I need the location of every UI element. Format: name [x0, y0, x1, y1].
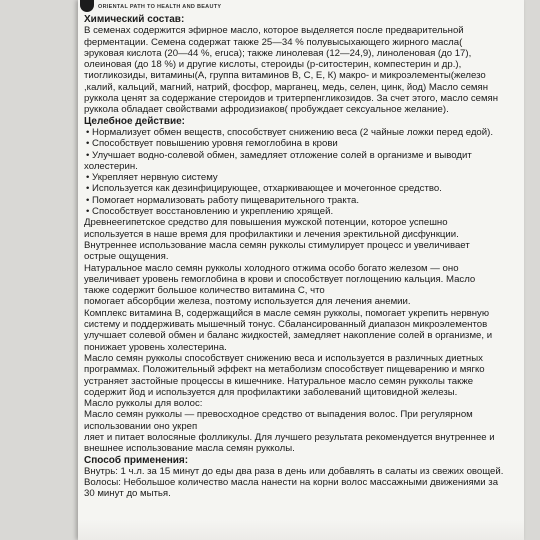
body-line: используется в наше время для профилактики и лечения эректильной дисфункции.: [84, 228, 459, 240]
usage-line: Внутрь: 1 ч.л. за 15 минут до еды два раза в день или добавлять в салаты из свежих овощей.: [84, 465, 504, 477]
body-line: программах. Положительный эффект на метаболизм способствует пищеварению и мягко: [84, 364, 485, 376]
hair-subheading: Масло рукколы для волос:: [84, 398, 203, 410]
composition-line: ферментации. Семена содержат также 25—34 % полувысыхающего жирного масла(: [84, 36, 463, 48]
effect-list-item: • Используется как дезинфицирующее, отхаркивающее и мочегонное средство.: [84, 183, 516, 194]
effect-list-item: • Способствует повышению уровня гемоглобина в крови: [84, 138, 516, 149]
body-line: помогает абсорбции железа, поэтому используется для лечения анемии.: [84, 296, 411, 308]
composition-line: тиогликозиды, витамины(А, группа витаминов В, С, Е, К) макро- и микроэлементы(железо: [84, 70, 486, 82]
effect-list-item-continuation: холестерин.: [84, 160, 138, 172]
body-line: устраняет застойные процессы в кишечнике. Натуральное масло семян рукколы также: [84, 375, 474, 387]
body-line: содержит йод и используется для профилактики заболеваний щитовидной железы.: [84, 386, 458, 398]
body-line: ляет и питает волосяные фолликулы. Для лучшего результата рекомендуется внутреннее и: [84, 431, 495, 443]
body-line: систему и поддерживать мышечный тонус. Сбалансированный диапазон микроэлементов: [84, 319, 488, 331]
composition-line: эруковая кислота (20—44 %, eruca); также линолевая (12—24,9), линоленовая (до 17),: [84, 47, 472, 59]
effect-list-item: • Укрепляет нервную систему: [84, 172, 516, 183]
body-line: острые ощущения.: [84, 251, 169, 263]
body-line: понижает уровень холестерина.: [84, 341, 227, 353]
effects-heading: Целебное действие:: [84, 115, 186, 127]
brand-logo-icon: [80, 0, 94, 12]
effect-list-item: • Улучшает водно-солевой обмен, замедляет отложение солей в организме и выводит: [84, 150, 516, 161]
document-content: [84, 14, 516, 500]
body-line: увеличивает уровень гемоглобина в крови и способствует поглощению кальция. Масло: [84, 273, 476, 285]
composition-heading: Химический состав:: [84, 14, 185, 25]
page-bottom-edge: [78, 520, 524, 540]
brand-tagline: ORIENTAL PATH TO HEALTH AND BEAUTY: [98, 4, 222, 10]
effect-list-item: • Помогает нормализовать работу пищеварительного тракта.: [84, 195, 516, 206]
body-line: Древнеегипетское средство для повышения мужской потенции, которое успешно: [84, 217, 448, 229]
body-line: также содержит большое количество витамина С, что: [84, 285, 325, 297]
effect-list-item: • Способствует восстановлению и укреплению хрящей.: [84, 206, 516, 217]
body-line: Внутреннее использование масла семян рукколы стимулирует процесс и увеличивает: [84, 239, 470, 251]
usage-heading: Способ применения:: [84, 454, 189, 466]
body-line: Масло семян рукколы — превосходное средство от выпадения волос. При регулярном: [84, 409, 473, 421]
effect-list-item: • Нормализует обмен веществ, способствует снижению веса (2 чайные ложки перед едой).: [84, 127, 516, 138]
composition-line: руккола обладает свойствами афродизиаков( пробуждает сексуальное желание).: [84, 104, 449, 116]
usage-line: 30 минут до мытья.: [84, 488, 171, 500]
composition-line: ,калий, кальций, магний, натрий, фосфор, марганец, медь, селен, цинк, йод) Масло семян: [84, 81, 488, 93]
body-line: улучшает солевой обмен и баланс жидкостей, замедляет накопление солей в организме, и: [84, 330, 493, 342]
usage-line: Волосы: Небольшое количество масла нанести на корни волос массажными движениями за: [84, 477, 499, 489]
composition-line: В семенах содержится эфирное масло, которое выделяется после предварительной: [84, 25, 464, 37]
document-page: [78, 0, 524, 540]
body-line: Комплекс витамина В, содержащийся в масле семян рукколы, помогает укрепить нервную: [84, 307, 490, 319]
body-line: Масло семян рукколы способствует снижению веса и используется в различных диетных: [84, 352, 483, 364]
body-line: внешнее использование масла семян рукколы.: [84, 443, 295, 455]
composition-line: олеиновая (до 18 %) и другие кислоты, стероиды (р-ситостерин, компестерин и др.),: [84, 59, 462, 71]
body-line: Натуральное масло семян рукколы холодного отжима особо богато железом — оно: [84, 262, 459, 274]
body-line: использовании оно укреп: [84, 420, 198, 432]
composition-line: руккола ценят за содержание стероидов и тритерпенгликозидов. За счет этого, масло семян: [84, 93, 499, 105]
